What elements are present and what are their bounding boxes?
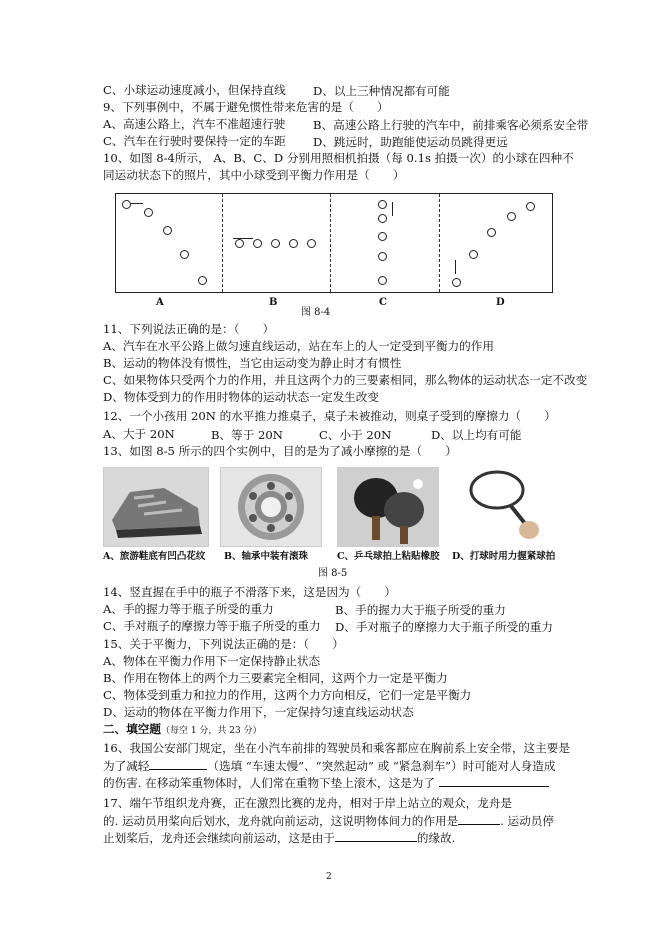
q9-stem: 9、下列事例中，不属于避免惯性带来危害的是（ ） xyxy=(103,100,389,114)
q9-option-c: C、汽车在行驶时要保持一定的车距 xyxy=(103,134,286,148)
ball xyxy=(163,226,172,235)
q11-option-d: D、物体受到力的作用时物体的运动状态一定发生改变 xyxy=(103,390,379,404)
ball xyxy=(378,200,387,209)
q9-option-d: D、跳远时，助跑能使运动员跳得更远 xyxy=(313,135,508,149)
arrow-down-icon xyxy=(392,202,393,216)
q16-text-2: （选填 “车速太慢”、“突然起动” 或 “紧急刹车”）时可能对人身造成 xyxy=(207,759,556,773)
bearing-image xyxy=(220,467,322,547)
fig84-label-a: A xyxy=(156,297,164,308)
q9-option-b: B、高速公路上行驶的汽车中，前排乘客必须系安全带 xyxy=(313,118,589,132)
fig85-caption-c: C、乒乓球拍上粘贴橡胶 xyxy=(337,551,440,562)
q11-stem: 11、下列说法正确的是：（ ） xyxy=(103,322,275,336)
q10-stem-line2: 同运动状态下的照片，其中小球受到平衡力作用是（ ） xyxy=(103,168,405,182)
q15-option-a: A、物体在平衡力作用下一定保持静止状态 xyxy=(103,654,321,668)
divider xyxy=(439,194,440,292)
fig84-label-b: B xyxy=(269,297,278,308)
q8-option-c: C、小球运动速度减小，但保持直线 xyxy=(103,83,286,97)
fig84-label-d: D xyxy=(496,297,505,308)
q16-blank-1[interactable] xyxy=(149,758,207,770)
q11-option-a: A、汽车在水平公路上做匀速直线运动，站在车上的人一定受到平衡力的作用 xyxy=(103,339,494,353)
q16-blank-2[interactable] xyxy=(439,775,549,787)
q16-line1: 16、我国公安部门规定，坐在小汽车前排的驾驶员和乘客都应在胸前系上安全带，这主要是 xyxy=(103,741,570,755)
q12-option-d: D、以上均有可能 xyxy=(431,428,522,442)
fig85-caption-b: B、轴承中装有滚珠 xyxy=(224,551,309,562)
q10-stem-line1: 10、如图 8-4所示， A、B、C、D 分别用照相机拍摄（每 0.1s 拍摄一次）的小球在四种不 xyxy=(103,151,574,165)
q17-line3 xyxy=(103,830,455,846)
fig85-caption: 图 8-5 xyxy=(318,568,348,579)
arrow-right-icon xyxy=(131,203,143,204)
section-2-heading xyxy=(103,722,262,739)
ball xyxy=(144,208,153,217)
ball xyxy=(378,276,387,285)
ball xyxy=(122,200,131,209)
ball xyxy=(469,250,478,259)
q15-option-d: D、运动的物体在平衡力作用下，一定保持匀速直线运动状态 xyxy=(103,705,414,719)
q15-option-c: C、物体受到重力和拉力的作用，这两个力方向相反，它们一定是平衡力 xyxy=(103,688,472,702)
q9-option-a: A、高速公路上，汽车不准超速行驶 xyxy=(103,117,286,131)
ball xyxy=(526,202,535,211)
q12-stem: 12、一个小孩用 20N 的水平推力推桌子，桌子未被推动，则桌子受到的摩擦力（ ） xyxy=(103,409,556,423)
q14-option-a: A、手的握力等于瓶子所受的重力 xyxy=(103,602,274,616)
q17-text-4: 的缘故. xyxy=(416,831,456,845)
ball xyxy=(452,278,461,287)
ball xyxy=(235,239,244,248)
q12-option-b: B、等于 20N xyxy=(211,428,283,442)
divider xyxy=(222,194,223,292)
racket-grip-image xyxy=(450,467,554,547)
fig84-caption: 图 8-4 xyxy=(301,307,331,318)
ball xyxy=(487,228,496,237)
q14-stem: 14、竖直握在手中的瓶子不滑落下来，这是因为（ ） xyxy=(103,585,397,599)
ball xyxy=(307,239,316,248)
ping-pong-paddles-image xyxy=(337,467,439,547)
q17-blank-2[interactable] xyxy=(458,813,500,825)
q16-text-3: 的伤害. 在移动笨重物体时，人们常在重物下垫上滚木，这是为了 xyxy=(103,776,435,790)
q17-text-1: 的. 运动员用桨向后划水，龙舟就向前运动，这说明物体间力的作用是 xyxy=(103,814,459,828)
q8-option-d: D、以上三种情况都有可能 xyxy=(313,84,450,98)
divider xyxy=(330,194,331,292)
q14-option-b: B、手的握力大于瓶子所受的重力 xyxy=(335,603,506,617)
q17-text-2: . 运动员停 xyxy=(500,814,554,828)
figure-8-4 xyxy=(115,193,553,293)
ball xyxy=(378,232,387,241)
fig85-caption-a: A、旅游鞋底有凹凸花纹 xyxy=(103,551,206,562)
ball xyxy=(198,276,207,285)
section-2-title: 二、填空题 xyxy=(103,722,161,736)
q12-option-a: A、大于 20N xyxy=(103,427,175,441)
q17-text-3: 止划桨后，龙舟还会继续向前运动，这是由于 xyxy=(103,831,335,845)
q14-option-c: C、手对瓶子的摩擦力等于瓶子所受的重力 xyxy=(103,619,321,633)
q11-option-b: B、运动的物体没有惯性，当它由运动变为静止时才有惯性 xyxy=(103,356,402,370)
q13-stem: 13、如图 8-5 所示的四个实例中，目的是为了减小摩擦的是（ ） xyxy=(103,444,457,458)
ball xyxy=(289,239,298,248)
ball xyxy=(378,214,387,223)
ball xyxy=(180,250,189,259)
q17-line2 xyxy=(103,813,554,829)
q12-option-c: C、小于 20N xyxy=(319,428,392,442)
ball xyxy=(378,252,387,261)
page-number: 2 xyxy=(326,872,332,882)
q16-text-1: 为了减轻 xyxy=(103,759,150,773)
ball xyxy=(507,212,516,221)
section-2-note: （每空 1 分，共 23 分） xyxy=(160,726,262,736)
q17-blank-3[interactable] xyxy=(335,830,417,842)
q14-option-d: D、手对瓶子的摩擦力大于瓶子所受的重力 xyxy=(335,620,553,634)
q15-stem: 15、关于平衡力，下列说法正确的是：（ ） xyxy=(103,637,344,651)
shoe-sole-image xyxy=(103,467,209,547)
fig85-caption-d: D、打球时用力握紧球拍 xyxy=(452,551,556,562)
fig84-label-c: C xyxy=(379,297,387,308)
q17-line1: 17、端午节组织龙舟赛，正在激烈比赛的龙舟，相对于岸上站立的观众，龙舟是 xyxy=(103,796,512,810)
q16-line2 xyxy=(103,758,555,774)
arrow-up-icon xyxy=(455,260,456,274)
q11-option-c: C、如果物体只受两个力的作用，并且这两个力的三要素相同，那么物体的运动状态一定不改变 xyxy=(103,373,588,387)
ball xyxy=(253,239,262,248)
ball xyxy=(271,239,280,248)
q15-option-b: B、作用在物体上的两个力三要素完全相同，这两个力一定是平衡力 xyxy=(103,671,448,685)
q16-line3 xyxy=(103,775,549,791)
